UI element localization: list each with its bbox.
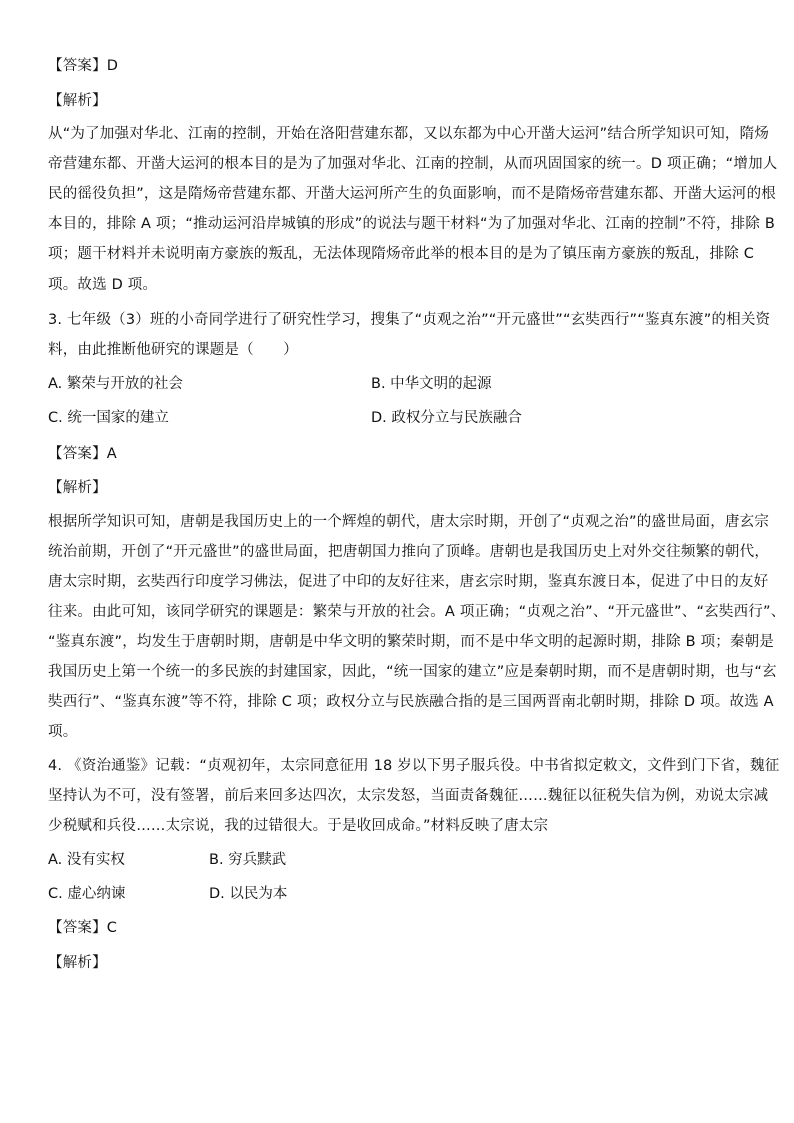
question-4-option-c: C. 虚心纳谏 [48, 886, 126, 902]
analysis-text-line: 项。 [48, 724, 78, 740]
analysis-text-line: 往来。由此可知，该同学研究的课题是：繁荣与开放的社会。A 项正确；“贞观之治”、“开元盛世”、“玄奘西行”、 [48, 604, 786, 620]
analysis-text-line: 我国历史上第一个统一的多民族的封建国家，因此，“统一国家的建立”应是秦朝时期，而不是唐朝时期，也与“玄 [48, 664, 777, 680]
analysis-text-line: 唐太宗时期，玄奘西行印度学习佛法，促进了中印的友好往来，唐玄宗时期，鉴真东渡日本，促进了中日的友好 [48, 574, 769, 590]
question-4-stem: 4. 《资治通鉴》记载：“贞观初年，太宗同意征用 18 岁以下男子服兵役。中书省拟定敕文，文件到门下省，魏征 [48, 758, 780, 774]
question-4-option-d: D. 以民为本 [209, 886, 288, 902]
question-3-stem: 3. 七年级（3）班的小奇同学进行了研究性学习，搜集了“贞观之治”“开元盛世”“玄奘西行”“鉴真东渡”的相关资 [48, 312, 771, 328]
question-4-stem: 坚持认为不可，没有签署，前后来回多达四次，太宗发怒，当面责备魏征……魏征以征税失信为例，劝说太宗减 [48, 788, 769, 804]
question-3-option-b: B. 中华文明的起源 [371, 376, 492, 392]
question-3-option-d: D. 政权分立与民族融合 [371, 410, 522, 426]
analysis-text-line: 奘西行”、“鉴真东渡”等不符，排除 C 项；政权分立与民族融合指的是三国两晋南北朝时期，排除 D 项。故选 A [48, 694, 774, 710]
analysis-text-line: 根据所学知识可知，唐朝是我国历史上的一个辉煌的朝代，唐太宗时期，开创了“贞观之治”的盛世局面，唐玄宗 [48, 514, 770, 530]
question-4-option-b: B. 穷兵黩武 [209, 852, 287, 868]
question-3-option-a: A. 繁荣与开放的社会 [48, 376, 183, 392]
analysis-text-line: 从“为了加强对华北、江南的控制，开始在洛阳营建东都，又以东都为中心开凿大运河”结合所学知识可知，隋炀 [48, 126, 770, 142]
answer-label: 【答案】C [48, 920, 118, 936]
question-3-stem: 料，由此推断他研究的课题是（ ） [48, 342, 298, 358]
question-4-option-a: A. 没有实权 [48, 852, 125, 868]
analysis-text-line: 统治前期，开创了“开元盛世”的盛世局面，把唐朝国力推向了顶峰。唐朝也是我国历史上对外交往频繁的朝代， [48, 544, 770, 560]
analysis-text-line: 项；题干材料并未说明南方豪族的叛乱，无法体现隋炀帝此举的根本目的是为了镇压南方豪族的叛乱，排除 C [48, 246, 755, 262]
analysis-text-line: 项。故选 D 项。 [48, 277, 158, 293]
answer-label: 【答案】A [48, 446, 117, 462]
question-4-stem: 少税赋和兵役……太宗说，我的过错很大。于是收回成命。”材料反映了唐太宗 [48, 818, 549, 834]
analysis-text-line: 民的徭役负担”，这是隋炀帝营建东都、开凿大运河所产生的负面影响，而不是隋炀帝营建东都、开凿大运河的根 [48, 186, 777, 202]
analysis-label: 【解析】 [48, 93, 107, 109]
analysis-text-line: “鉴真东渡”，均发生于唐朝时期，唐朝是中华文明的繁荣时期，而不是中华文明的起源时期，排除 B 项；秦朝是 [48, 634, 775, 650]
analysis-label: 【解析】 [48, 480, 107, 496]
answer-label: 【答案】D [48, 58, 119, 74]
analysis-label: 【解析】 [48, 955, 107, 971]
question-3-option-c: C. 统一国家的建立 [48, 410, 169, 426]
analysis-text-line: 本目的，排除 A 项；“推动运河沿岸城镇的形成”的说法与题干材料“为了加强对华北、江南的控制”不符，排除 B [48, 216, 776, 232]
analysis-text-line: 帝营建东都、开凿大运河的根本目的是为了加强对华北、江南的控制，从而巩固国家的统一。D 项正确；“增加人 [48, 156, 778, 172]
